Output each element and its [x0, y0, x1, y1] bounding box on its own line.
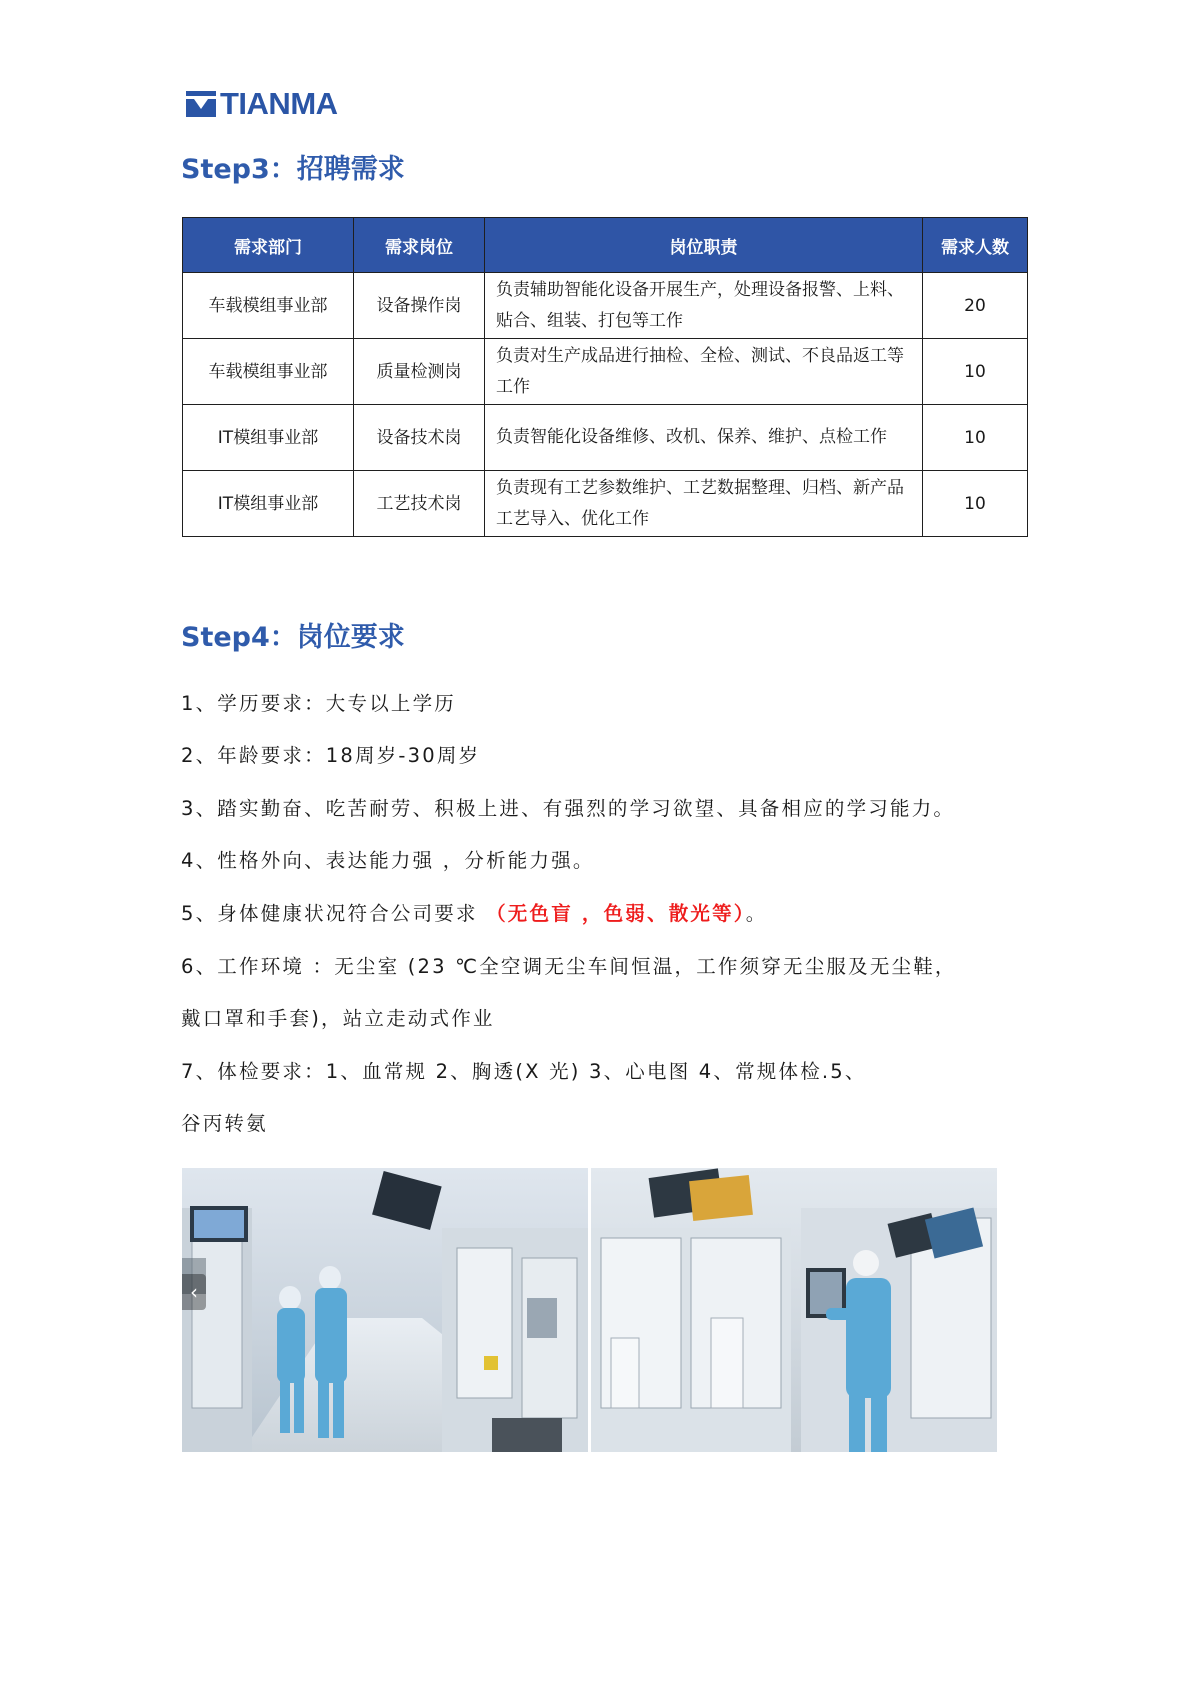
- cell-dept: IT模组事业部: [183, 405, 354, 471]
- requirement-health-end: 。: [745, 902, 768, 925]
- cell-position: 设备操作岗: [354, 273, 485, 339]
- requirement-checkup-line1: 7、体检要求：1、血常规 2、胸透(X 光) 3、心电图 4、常规体检.5、: [181, 1060, 867, 1083]
- cell-position: 设备技术岗: [354, 405, 485, 471]
- table-row: [183, 273, 1028, 339]
- table-row: [183, 405, 1028, 471]
- header-position: 需求岗位: [354, 218, 485, 273]
- step4-title: Step4：岗位要求: [181, 622, 405, 653]
- requirement-environment-line1: 6、工作环境 ：无尘室 (23 ℃全空调无尘车间恒温，工作须穿无尘服及无尘鞋，: [181, 955, 957, 978]
- table-header-row: [183, 218, 1028, 273]
- tianma-logo-mark-icon: [186, 91, 216, 117]
- cell-dept: IT模组事业部: [183, 471, 354, 537]
- recruitment-table: [182, 217, 1028, 537]
- requirement-health: [181, 899, 767, 929]
- tianma-logo: [186, 86, 338, 121]
- requirement-health-highlight: （无色盲 ，色弱、散光等）: [486, 902, 746, 925]
- logo-text: TIANMA: [220, 86, 338, 121]
- cell-dept: 车载模组事业部: [183, 339, 354, 405]
- cleanroom-photo-corridor: [182, 1168, 588, 1452]
- header-duty: 岗位职责: [485, 218, 923, 273]
- cell-position: 工艺技术岗: [354, 471, 485, 537]
- requirement-age: 2、年龄要求：18周岁-30周岁: [181, 744, 481, 767]
- table-row: [183, 339, 1028, 405]
- cell-count: 10: [923, 471, 1028, 537]
- header-dept: 需求部门: [183, 218, 354, 273]
- step3-title: Step3：招聘需求: [181, 154, 405, 185]
- requirement-health-text: 5、身体健康状况符合公司要求: [181, 902, 487, 925]
- cell-duty: 负责智能化设备维修、改机、保养、维护、点检工作: [485, 405, 923, 471]
- cell-dept: 车载模组事业部: [183, 273, 354, 339]
- cell-count: 20: [923, 273, 1028, 339]
- cleanroom-photos: [182, 1168, 997, 1452]
- cell-count: 10: [923, 339, 1028, 405]
- cell-count: 10: [923, 405, 1028, 471]
- requirement-environment-line2: 戴口罩和手套)，站立走动式作业: [181, 1007, 495, 1030]
- requirement-personality: 4、性格外向、表达能力强 ，分析能力强。: [181, 849, 595, 872]
- requirement-checkup-line2: 谷丙转氨: [181, 1112, 268, 1135]
- requirement-education: 1、学历要求：大专以上学历: [181, 692, 457, 715]
- cell-duty: 负责对生产成品进行抽检、全检、测试、不良品返工等工作: [485, 339, 923, 405]
- cell-position: 质量检测岗: [354, 339, 485, 405]
- cleanroom-photo-operator: [591, 1168, 997, 1452]
- table-row: [183, 471, 1028, 537]
- header-count: 需求人数: [923, 218, 1028, 273]
- requirement-attitude: 3、踏实勤奋、吃苦耐劳、积极上进、有强烈的学习欲望、具备相应的学习能力。: [181, 797, 956, 820]
- cell-duty: 负责辅助智能化设备开展生产，处理设备报警、上料、贴合、组装、打包等工作: [485, 273, 923, 339]
- cell-duty: 负责现有工艺参数维护、工艺数据整理、归档、新产品工艺导入、优化工作: [485, 471, 923, 537]
- photo-prev-arrow[interactable]: ‹: [182, 1274, 206, 1310]
